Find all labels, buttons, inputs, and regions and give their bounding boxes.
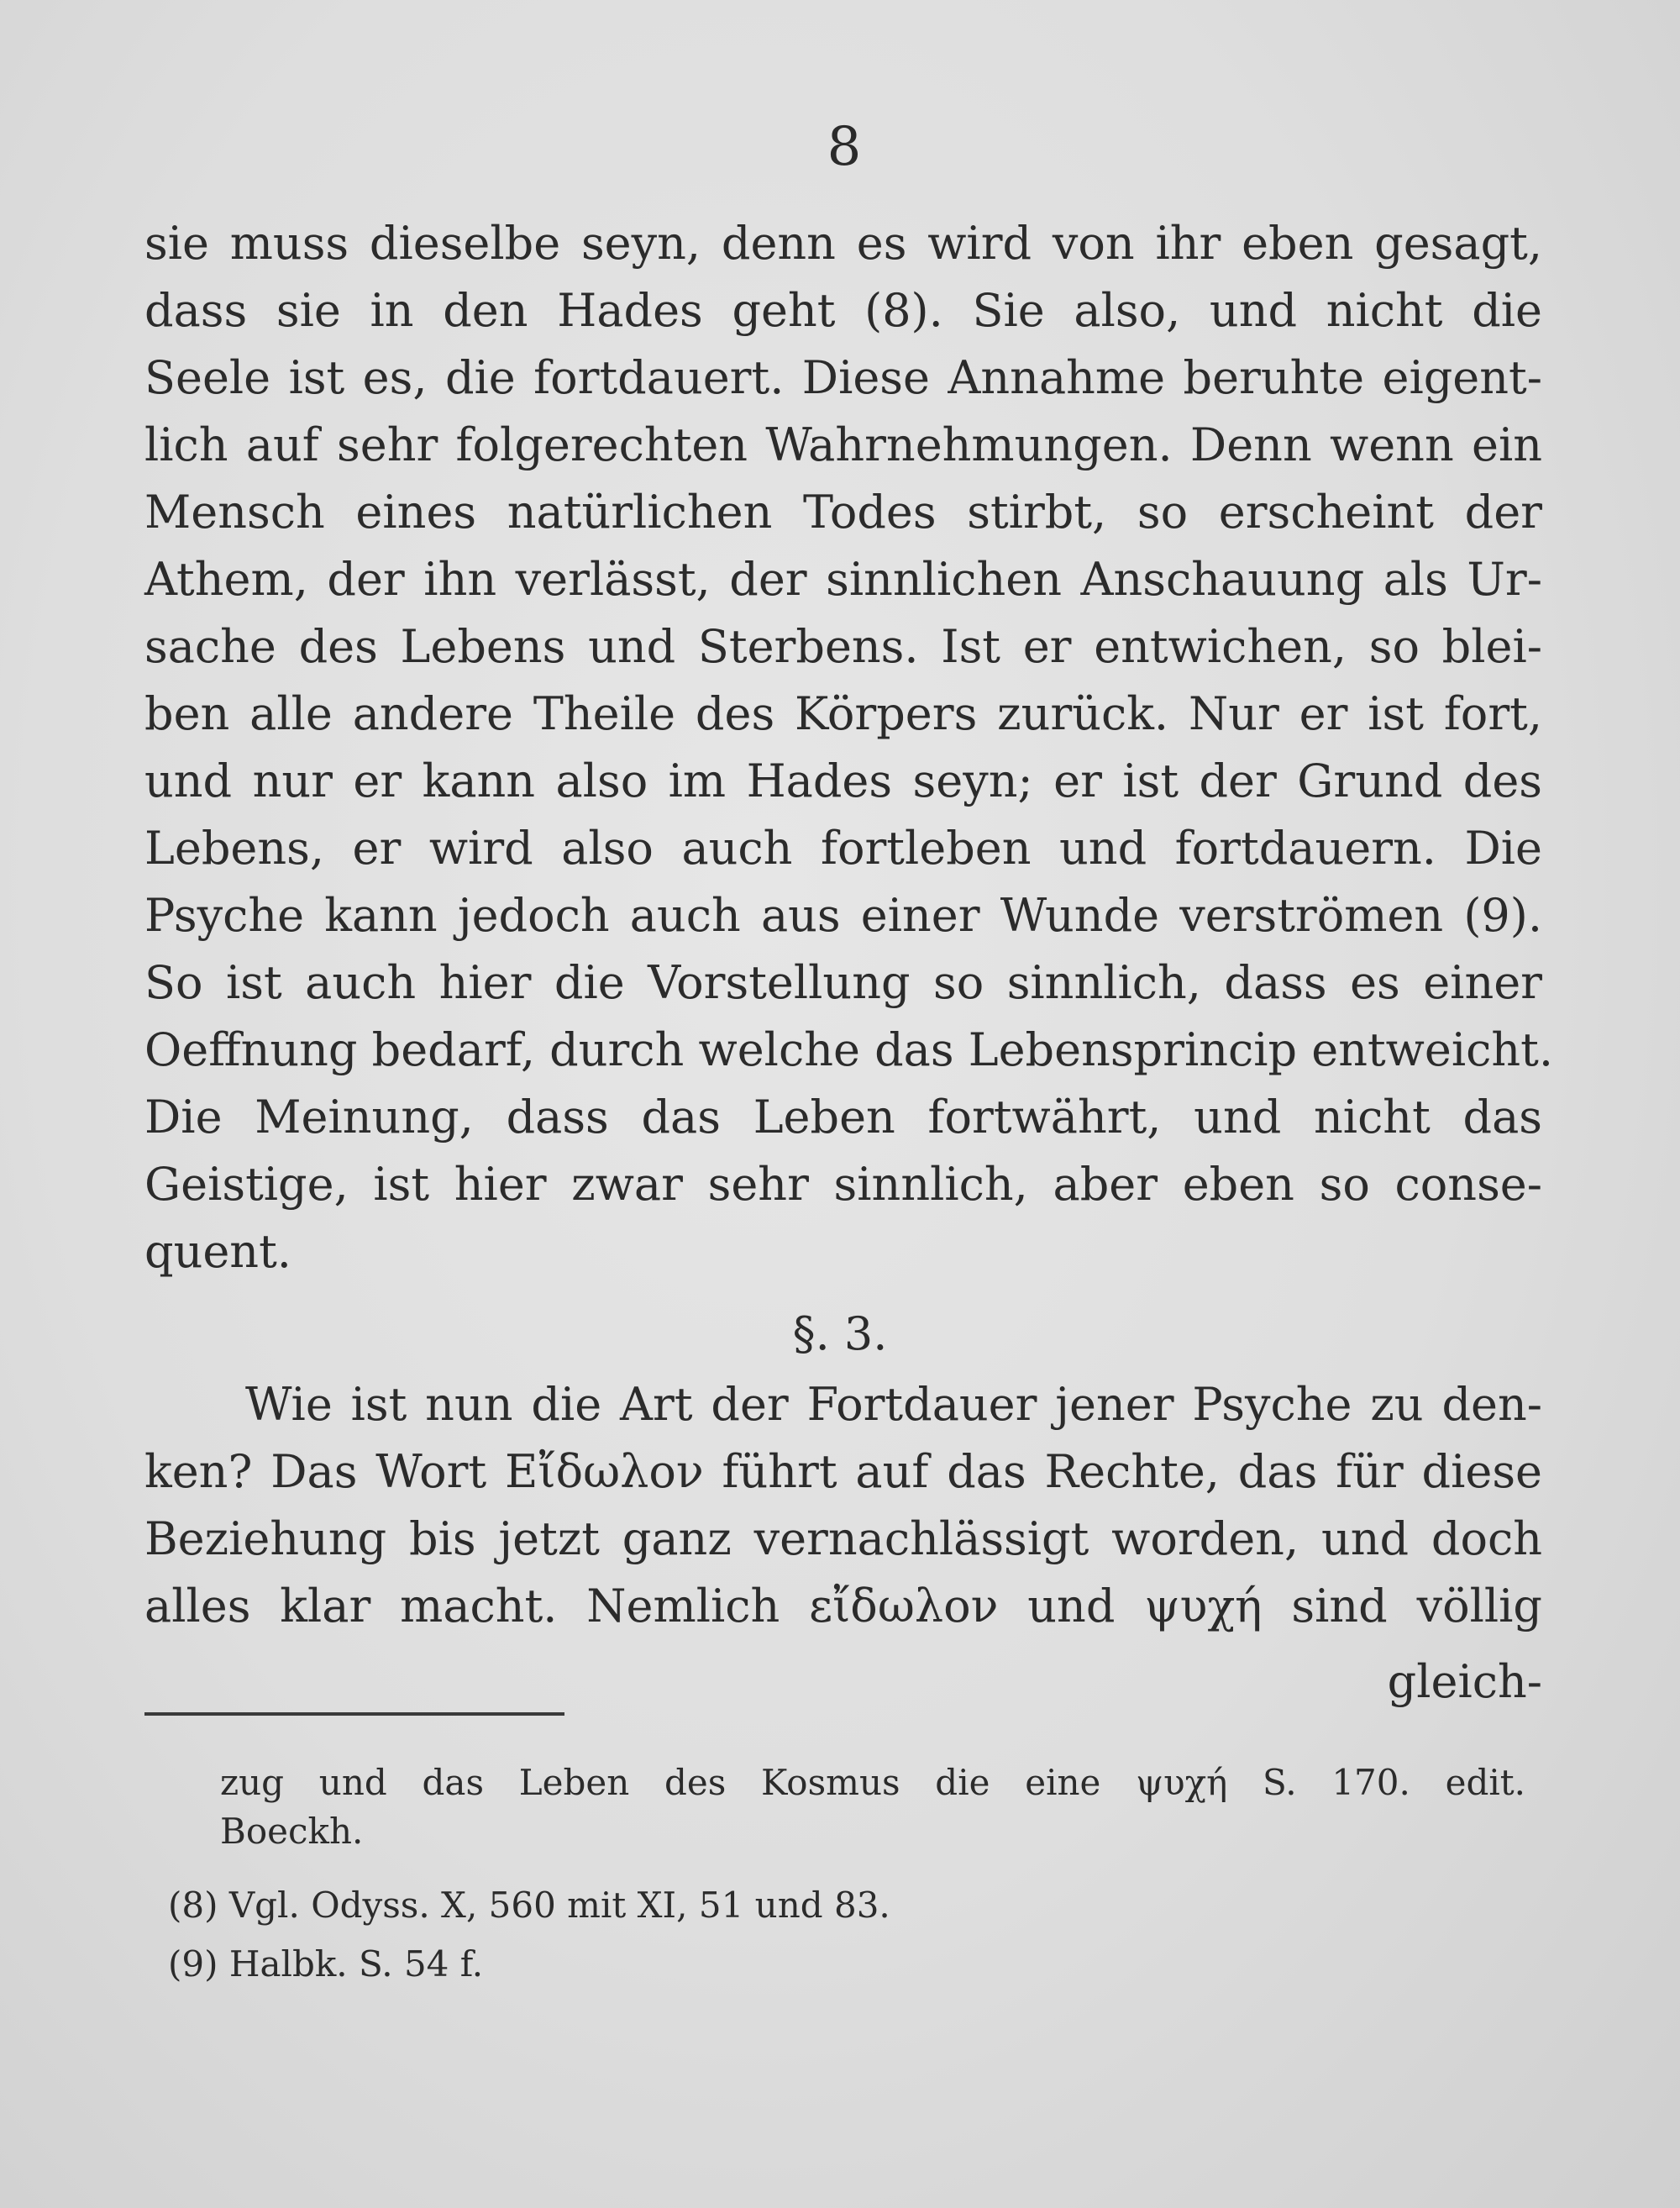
page-number: 8 [827,116,862,178]
body-line: und nur er kann also im Hades seyn; er ist der Grund des [144,754,1542,807]
body-line: So ist auch hier die Vorstellung so sinnlich, dass es einer [144,956,1542,1009]
body-line: Athem, der ihn verlässt, der sinnlichen Anschauung als Ur- [144,553,1542,606]
body-line: dass sie in den Hades geht (8). Sie also, und nicht die [144,284,1542,337]
body-line: Mensch eines natürlichen Todes stirbt, so erscheint der [144,486,1542,539]
section-line: Wie ist nun die Art der Fortdauer jener Psyche zu den- [245,1378,1542,1431]
body-line: Die Meinung, dass das Leben fortwährt, und nicht das [144,1091,1542,1143]
footnote-rule [144,1712,564,1716]
body-line: Geistige, ist hier zwar sehr sinnlich, aber eben so conse- [144,1158,1542,1211]
body-line: Psyche kann jedoch auch aus einer Wunde verströmen (9). [144,889,1542,942]
body-line: sie muss dieselbe seyn, denn es wird von ihr eben gesagt, [144,217,1542,270]
body-line: sache des Lebens und Sterbens. Ist er entwichen, so blei- [144,620,1542,673]
catchword: gleich- [1387,1655,1542,1708]
footnote-continuation-line: zug und das Leben des Kosmus die eine ψυχή S. 170. edit. [220,1762,1525,1803]
section-line: Beziehung bis jetzt ganz vernachlässigt worden, und doch [144,1512,1542,1565]
body-line: Lebens, er wird also auch fortleben und fortdauern. Die [144,822,1542,875]
footnote-8: (8) Vgl. Odyss. X, 560 mit XI, 51 und 83. [168,1885,890,1926]
body-line: Oeffnung bedarf, durch welche das Lebensprincip entweicht. [144,1023,1554,1076]
body-line: ben alle andere Theile des Körpers zurück. Nur er ist fort, [144,687,1542,740]
section-line: alles klar macht. Nemlich εἴδωλον und ψυχή sind völlig [144,1580,1542,1632]
section-heading: §. 3. [792,1307,888,1360]
body-line: lich auf sehr folgerechten Wahrnehmungen. Denn wenn ein [144,418,1542,471]
footnote-continuation-line: Boeckh. [220,1811,364,1852]
section-line: ken? Das Wort Εἴδωλον führt auf das Rechte, das für diese [144,1445,1542,1498]
footnote-9: (9) Halbk. S. 54 f. [168,1943,484,1985]
body-line: Seele ist es, die fortdauert. Diese Annahme beruhte eigent- [144,351,1542,404]
body-line: quent. [144,1225,291,1278]
